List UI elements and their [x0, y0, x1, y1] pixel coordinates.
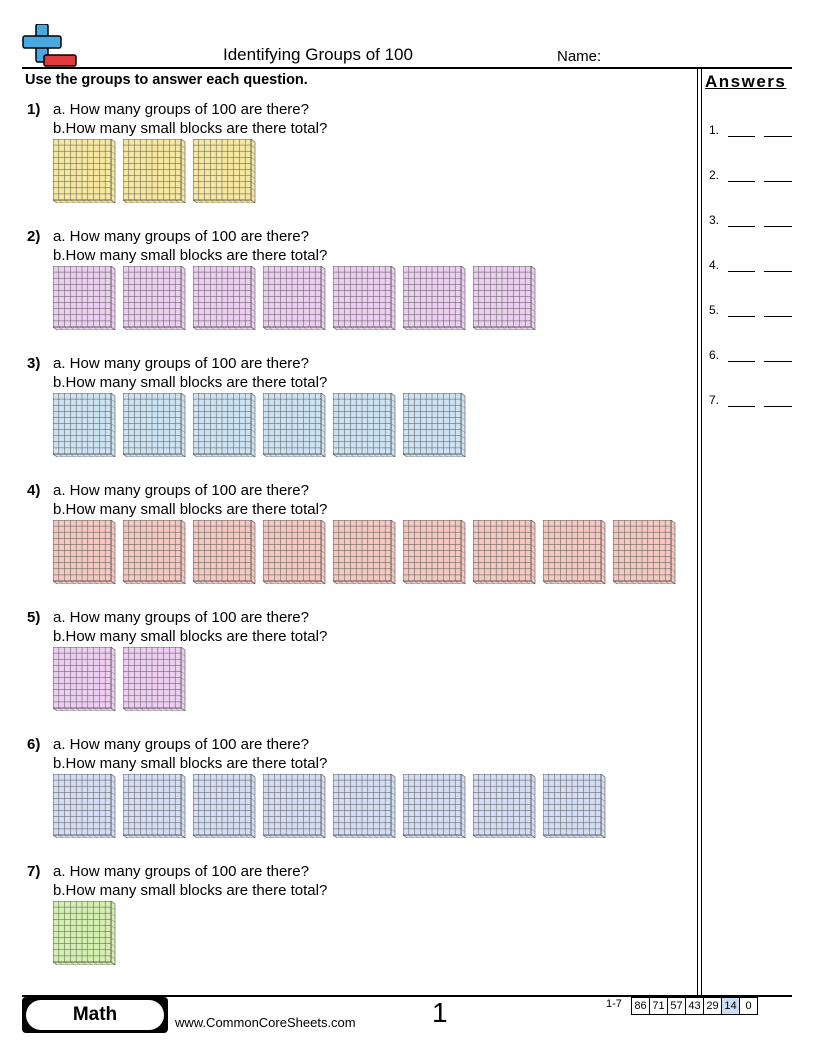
- answer-number: 6.: [709, 348, 720, 362]
- question-groups: a. How many groups of 100 are there?: [53, 736, 309, 753]
- hundred-block: [473, 520, 537, 584]
- hundred-block: [263, 774, 327, 838]
- question-total: b.How many small blocks are there total?: [53, 882, 328, 899]
- plus-minus-logo-icon: [22, 24, 78, 68]
- name-label: Name:: [557, 48, 602, 65]
- hundred-block: [193, 393, 257, 457]
- question-groups: a. How many groups of 100 are there?: [53, 228, 309, 245]
- question-total: b.How many small blocks are there total?: [53, 120, 328, 137]
- question-total: b.How many small blocks are there total?: [53, 755, 328, 772]
- answer-blank-total[interactable]: [764, 181, 792, 182]
- problem-number: 3): [27, 355, 41, 372]
- hundred-block: [53, 774, 117, 838]
- question-total: b.How many small blocks are there total?: [53, 247, 328, 264]
- score-table: [632, 997, 758, 1015]
- question-groups: a. How many groups of 100 are there?: [53, 609, 309, 626]
- problem: [0, 101, 690, 221]
- problem-number: 5): [27, 609, 41, 626]
- answer-number: 4.: [709, 258, 720, 272]
- problem: [0, 863, 690, 983]
- score-cell: 71: [649, 997, 668, 1015]
- score-cell: 57: [667, 997, 686, 1015]
- hundred-block: [543, 520, 607, 584]
- instructions: Use the groups to answer each question.: [25, 72, 308, 88]
- answer-blank-total[interactable]: [764, 406, 792, 407]
- answer-column-divider: [697, 68, 698, 996]
- problem: [0, 482, 690, 602]
- answer-blank-total[interactable]: [764, 316, 792, 317]
- hundred-block: [193, 139, 257, 203]
- question-total: b.How many small blocks are there total?: [53, 374, 328, 391]
- answer-blank-groups[interactable]: [728, 361, 755, 362]
- subject-label: Math: [26, 1000, 164, 1030]
- answers-title: Answers: [705, 72, 787, 91]
- hundred-block: [53, 647, 117, 711]
- header-divider: [22, 67, 792, 69]
- hundred-block: [403, 393, 467, 457]
- score-cell: 14: [721, 997, 740, 1015]
- answer-number: 3.: [709, 213, 720, 227]
- hundred-block: [123, 266, 187, 330]
- problem-number: 7): [27, 863, 41, 880]
- question-groups: a. How many groups of 100 are there?: [53, 863, 309, 880]
- hundred-block: [193, 520, 257, 584]
- hundred-block: [123, 520, 187, 584]
- hundred-block: [123, 647, 187, 711]
- problem-number: 4): [27, 482, 41, 499]
- hundred-block: [53, 139, 117, 203]
- answer-blank-total[interactable]: [764, 226, 792, 227]
- answer-blank-groups[interactable]: [728, 181, 755, 182]
- answer-blank-groups[interactable]: [728, 316, 755, 317]
- question-groups: a. How many groups of 100 are there?: [53, 482, 309, 499]
- answer-number: 5.: [709, 303, 720, 317]
- score-range: 1-7: [606, 998, 622, 1010]
- hundred-block: [543, 774, 607, 838]
- hundred-block: [123, 774, 187, 838]
- hundred-block: [333, 266, 397, 330]
- hundred-block: [193, 774, 257, 838]
- question-groups: a. How many groups of 100 are there?: [53, 101, 309, 118]
- hundred-block: [473, 774, 537, 838]
- hundred-block: [263, 393, 327, 457]
- answer-column-divider-inner: [701, 68, 702, 996]
- question-total: b.How many small blocks are there total?: [53, 628, 328, 645]
- answer-blank-total[interactable]: [764, 136, 792, 137]
- problem: [0, 736, 690, 856]
- hundred-block: [473, 266, 537, 330]
- answer-number: 2.: [709, 168, 720, 182]
- hundred-block: [53, 901, 117, 965]
- answer-blank-groups[interactable]: [728, 136, 755, 137]
- question-total: b.How many small blocks are there total?: [53, 501, 328, 518]
- problem-number: 2): [27, 228, 41, 245]
- hundred-block: [333, 520, 397, 584]
- page-number: 1: [432, 997, 448, 1028]
- hundred-block: [123, 393, 187, 457]
- hundred-block: [263, 520, 327, 584]
- hundred-block: [403, 266, 467, 330]
- hundred-block: [403, 520, 467, 584]
- hundred-block: [53, 266, 117, 330]
- problem: [0, 355, 690, 475]
- answer-number: 1.: [709, 123, 720, 137]
- score-cell: 0: [739, 997, 758, 1015]
- hundred-block: [263, 266, 327, 330]
- hundred-block: [123, 139, 187, 203]
- hundred-block: [53, 520, 117, 584]
- hundred-block: [193, 266, 257, 330]
- answer-blank-groups[interactable]: [728, 271, 755, 272]
- hundred-block: [333, 393, 397, 457]
- hundred-block: [53, 393, 117, 457]
- problem: [0, 228, 690, 348]
- score-cell: 43: [685, 997, 704, 1015]
- problem: [0, 609, 690, 729]
- problem-number: 6): [27, 736, 41, 753]
- answer-number: 7.: [709, 393, 720, 407]
- answer-blank-total[interactable]: [764, 271, 792, 272]
- website-link: www.CommonCoreSheets.com: [175, 1015, 356, 1030]
- problem-number: 1): [27, 101, 41, 118]
- score-cell: 29: [703, 997, 722, 1015]
- hundred-block: [403, 774, 467, 838]
- score-cell: 86: [631, 997, 650, 1015]
- answer-blank-total[interactable]: [764, 361, 792, 362]
- page-title: Identifying Groups of 100: [223, 45, 413, 64]
- hundred-block: [333, 774, 397, 838]
- subject-badge: [22, 997, 168, 1033]
- question-groups: a. How many groups of 100 are there?: [53, 355, 309, 372]
- hundred-block: [613, 520, 677, 584]
- answer-blank-groups[interactable]: [728, 406, 755, 407]
- answer-blank-groups[interactable]: [728, 226, 755, 227]
